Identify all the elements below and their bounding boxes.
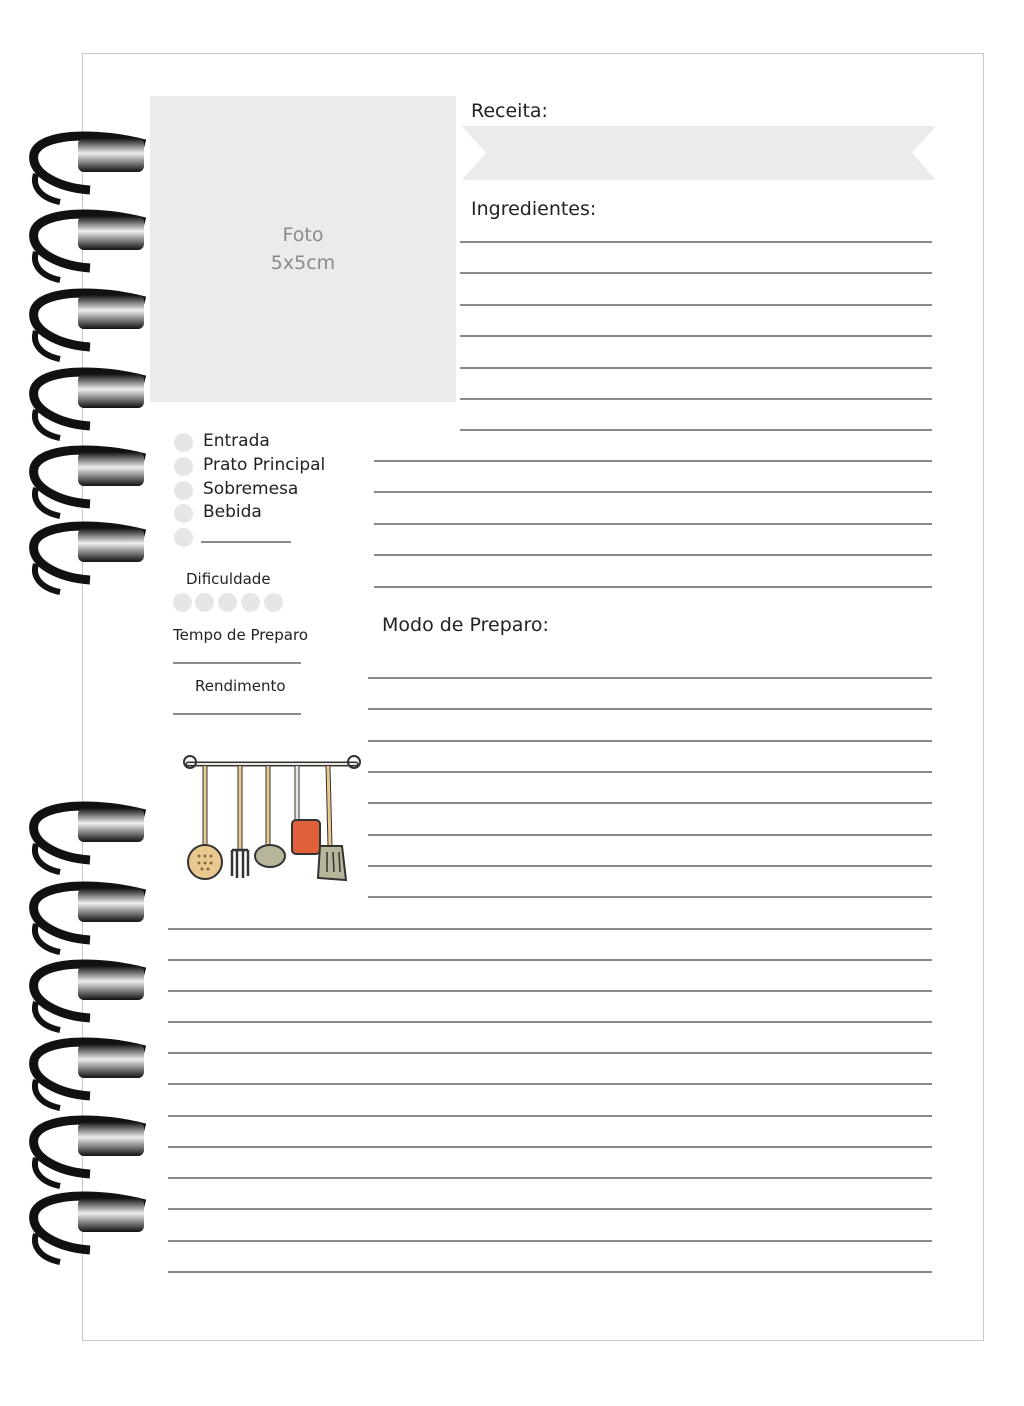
method-line[interactable] [168, 1021, 932, 1023]
method-line[interactable] [168, 1177, 932, 1179]
photo-size-label: 5x5cm [270, 252, 336, 274]
ingredient-line[interactable] [460, 335, 932, 337]
method-line[interactable] [368, 677, 932, 679]
method-line[interactable] [168, 928, 932, 930]
method-line[interactable] [368, 896, 932, 898]
prep-time-line[interactable] [173, 662, 301, 664]
method-line[interactable] [168, 1052, 932, 1054]
category-label: Bebida [203, 502, 262, 522]
ingredient-line[interactable] [460, 304, 932, 306]
method-line[interactable] [368, 802, 932, 804]
binding-coil-icon [20, 880, 150, 956]
difficulty-dot[interactable] [195, 593, 214, 612]
difficulty-dot[interactable] [218, 593, 237, 612]
category-option-bullet[interactable] [174, 433, 193, 452]
category-option-bullet[interactable] [174, 481, 193, 500]
category-option-bullet[interactable] [174, 528, 193, 547]
difficulty-label: Dificuldade [186, 570, 271, 588]
binding-coil-icon [20, 366, 150, 442]
binding-coil-icon [20, 958, 150, 1034]
binding-coil-icon [20, 520, 150, 596]
ingredient-line[interactable] [374, 523, 932, 525]
ingredient-line[interactable] [460, 367, 932, 369]
difficulty-dot[interactable] [264, 593, 283, 612]
difficulty-dot[interactable] [241, 593, 260, 612]
yield-line[interactable] [173, 713, 301, 715]
method-line[interactable] [168, 1271, 932, 1273]
category-label: Prato Principal [203, 455, 326, 475]
method-line[interactable] [168, 959, 932, 961]
method-line[interactable] [368, 740, 932, 742]
binding-coil-icon [20, 1036, 150, 1112]
method-line[interactable] [368, 708, 932, 710]
kitchen-utensils-icon [180, 750, 365, 890]
ingredient-line[interactable] [460, 398, 932, 400]
recipe-title-banner[interactable] [462, 126, 936, 180]
method-line[interactable] [168, 990, 932, 992]
ingredient-line[interactable] [374, 554, 932, 556]
ingredient-line[interactable] [460, 272, 932, 274]
ingredient-line[interactable] [374, 460, 932, 462]
method-line[interactable] [168, 1115, 932, 1117]
method-label: Modo de Preparo: [382, 614, 549, 636]
binding-coil-icon [20, 444, 150, 520]
ingredient-line[interactable] [460, 241, 932, 243]
binding-coil-icon [20, 287, 150, 363]
ingredients-label: Ingredientes: [471, 198, 597, 220]
category-label: Entrada [203, 431, 270, 451]
method-line[interactable] [368, 865, 932, 867]
category-label: Sobremesa [203, 479, 299, 499]
binding-coil-icon [20, 800, 150, 876]
ingredient-line[interactable] [374, 586, 932, 588]
difficulty-dot[interactable] [173, 593, 192, 612]
method-line[interactable] [368, 771, 932, 773]
prep-time-label: Tempo de Preparo [173, 626, 309, 644]
photo-placeholder[interactable] [150, 96, 456, 402]
ingredient-line[interactable] [374, 491, 932, 493]
ingredient-line[interactable] [460, 429, 932, 431]
method-line[interactable] [168, 1208, 932, 1210]
photo-label: Foto [282, 224, 324, 246]
binding-coil-icon [20, 1190, 150, 1266]
binding-coil-icon [20, 1114, 150, 1190]
binding-coil-icon [20, 208, 150, 284]
method-line[interactable] [168, 1240, 932, 1242]
recipe-label: Receita: [471, 100, 548, 122]
method-line[interactable] [168, 1083, 932, 1085]
yield-label: Rendimento [195, 677, 286, 695]
method-line[interactable] [368, 834, 932, 836]
method-line[interactable] [168, 1146, 932, 1148]
category-option-bullet[interactable] [174, 504, 193, 523]
binding-coil-icon [20, 130, 150, 206]
category-custom-line[interactable] [201, 541, 291, 543]
category-option-bullet[interactable] [174, 457, 193, 476]
